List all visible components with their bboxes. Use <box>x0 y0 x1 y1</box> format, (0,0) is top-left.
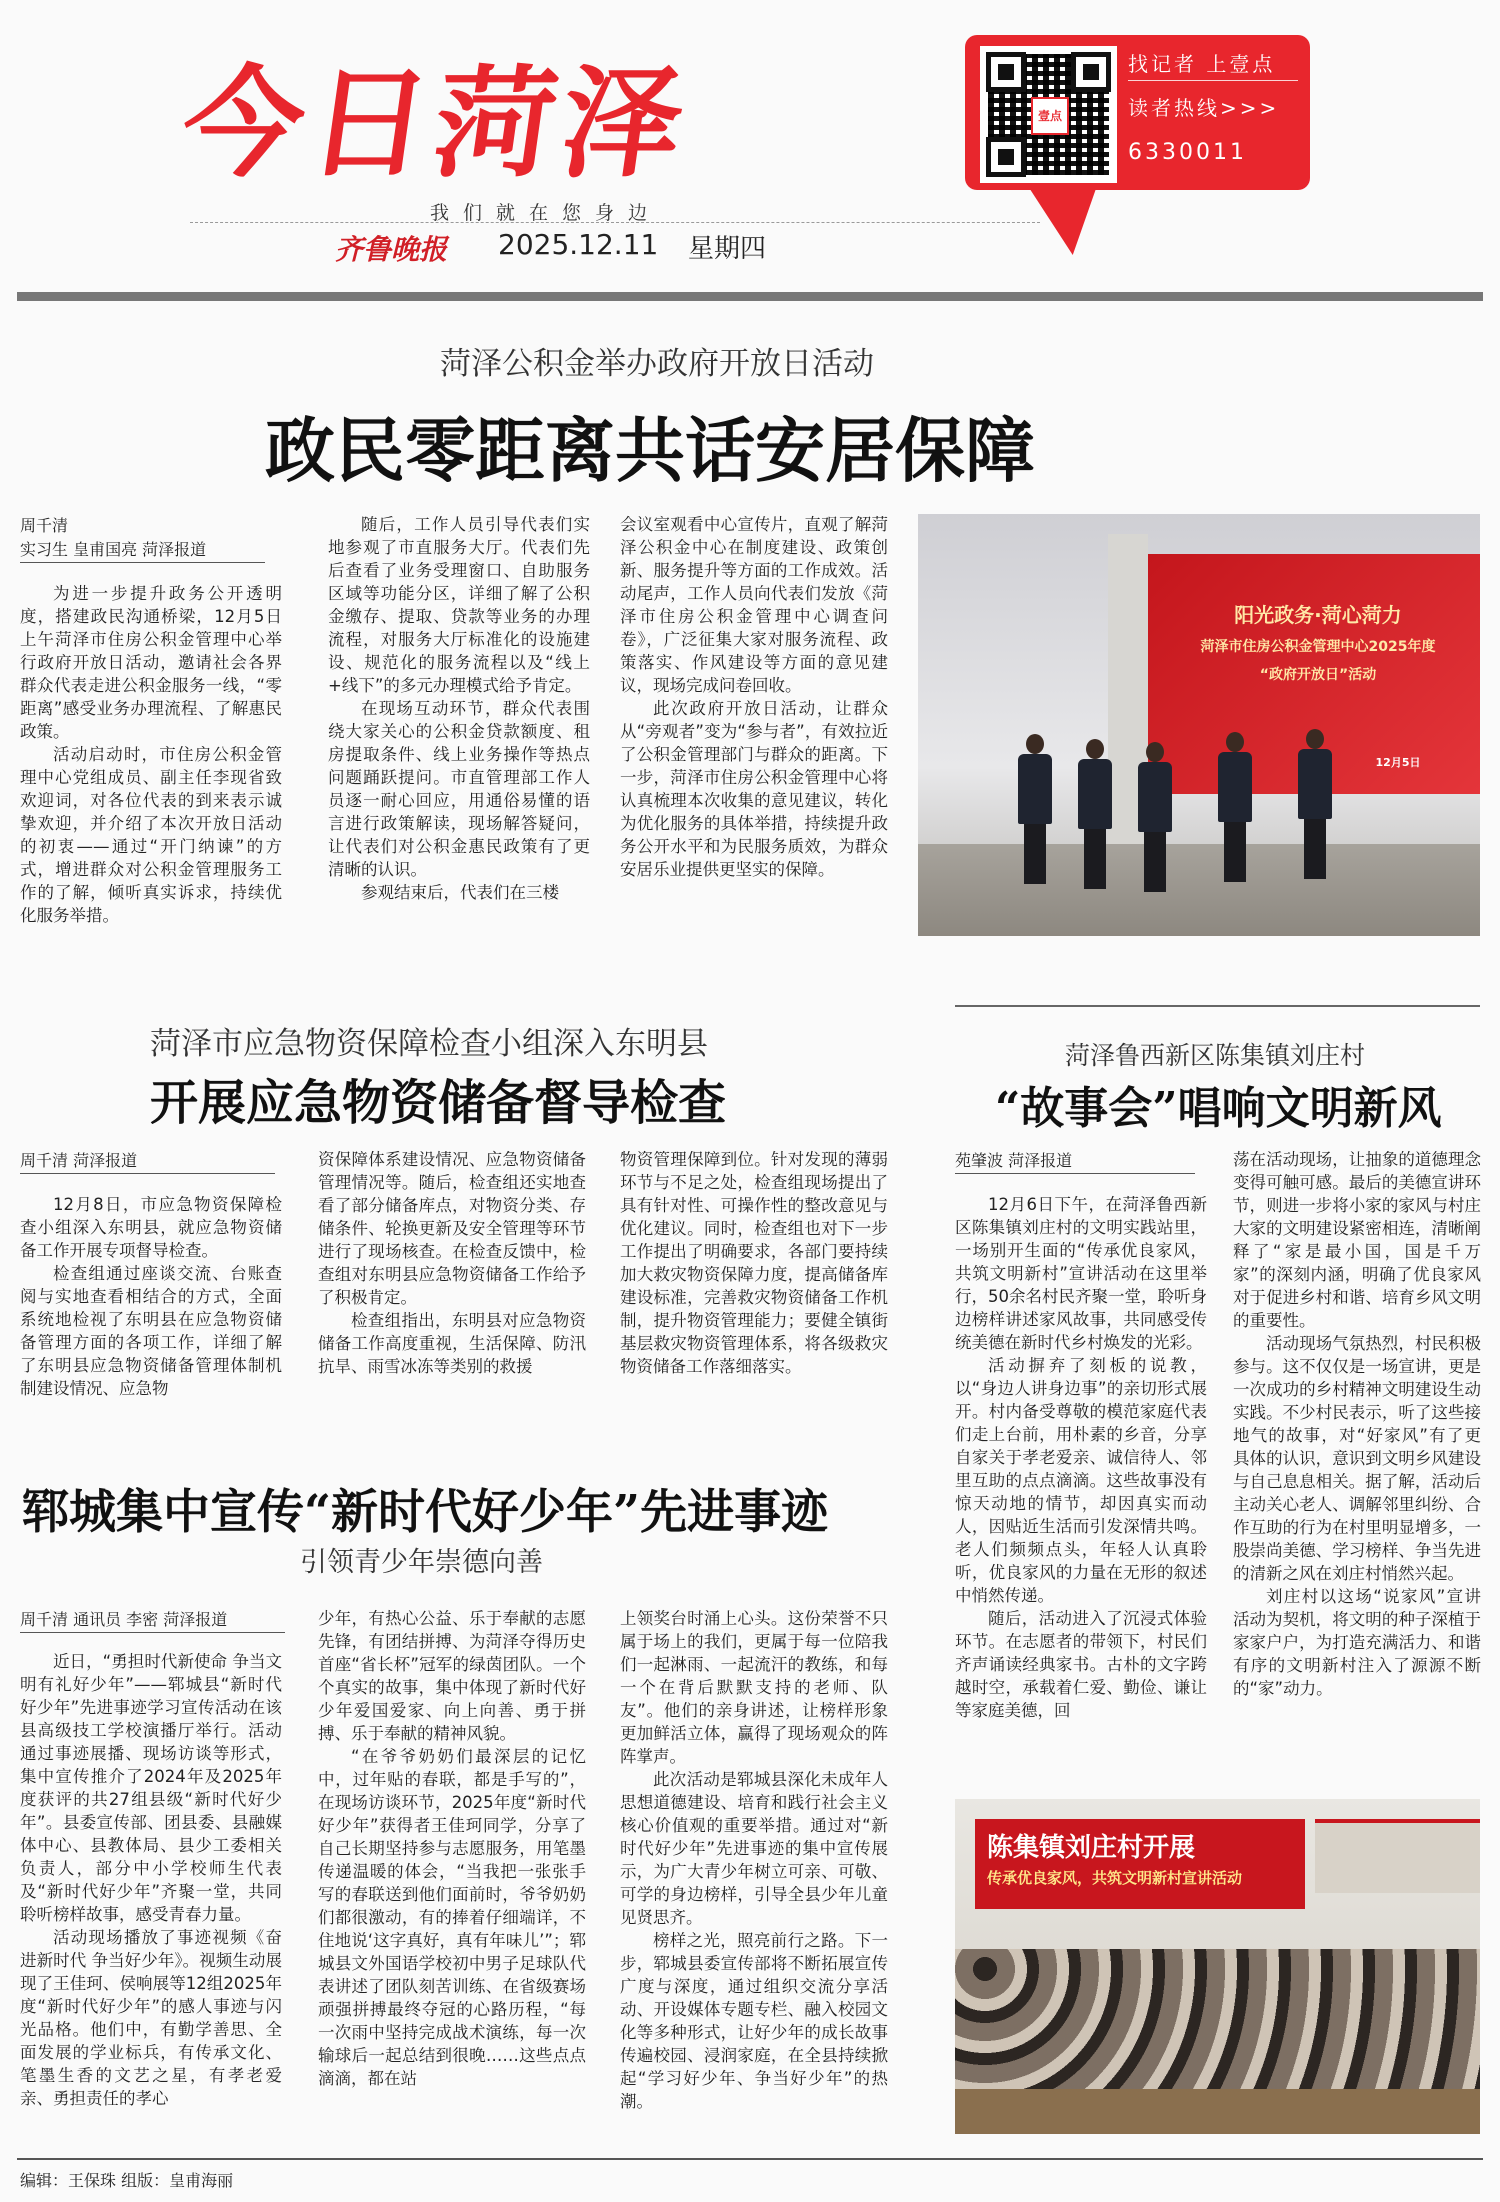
hotline-line1: 找记者 上壹点 <box>1128 52 1276 76</box>
article1-byline: 实习生 皇甫国亮 菏泽报道 <box>20 537 265 563</box>
paragraph: 此次政府开放日活动，让群众从“旁观者”变为“参与者”，有效拉近了公积金管理部门与群众的距离。下一步，菏泽市住房公积金管理中心将认真梳理本次收集的意见建议，转化为优化服务的具体举措，持续提升政务公开水平和为民服务质效，为群众安居乐业提供更坚实的保障。 <box>620 699 888 879</box>
paragraph: 荡在活动现场，让抽象的道德理念变得可触可感。最后的美德宣讲环节，则进一步将小家的家风与村庄大家的文明建设紧密相连，清晰阐释了“家是最小国，国是千万家”的深刻内涵，明确了优良家风对于促进乡村和谐、培育乡风文明的重要性。 <box>1233 1150 1481 1330</box>
article2-byline: 周千清 菏泽报道 <box>20 1148 275 1174</box>
paper-logo: 齐鲁晚报 <box>335 233 448 266</box>
banner-text: 传承优良家风，共筑文明新村宣讲活动 <box>987 1869 1243 1887</box>
screen-date: 12月5日 <box>1375 756 1421 769</box>
article1-column-1 <box>20 582 282 927</box>
article3-top-rule <box>955 1005 1480 1007</box>
paragraph: 参观结束后，代表们在三楼 <box>361 883 559 902</box>
article1-byline-name: 周千清 <box>20 516 69 535</box>
page-bottom-rule <box>17 2158 1483 2160</box>
paragraph: 随后，活动进入了沉浸式体验环节。在志愿者的带领下，村民们齐声诵读经典家书。古朴的文字跨越时空，承载着仁爱、勤俭、谦让等家庭美德，回 <box>955 1609 1207 1720</box>
issue-weekday: 星期四 <box>688 234 767 264</box>
paragraph: 物资管理保障到位。针对发现的薄弱环节与不足之处，检查组现场提出了具有针对性、可操作性的整改意见与优化建议。同时，检查组也对下一步工作提出了明确要求，各部门要持续加大救灾物资保障力度，提高储备库建设标准，完善救灾物资储备工作机制，提升物资管理能力；要健全镇街基层救灾物资管理体系，将各级救灾物资储备工作落细落实。 <box>620 1150 888 1376</box>
hotline-callout-tail <box>1027 185 1122 255</box>
article4-subhead: 引领青少年崇德向善 <box>300 1547 543 1578</box>
editor-credit: 编辑：王保珠 组版：皇甫海丽 <box>20 2171 234 2190</box>
slogan: 我们就在您身边 <box>430 202 662 224</box>
article3-headline: “故事会”唱响文明新风 <box>995 1083 1442 1134</box>
article2-column-1 <box>20 1193 282 1400</box>
screen-text: “政府开放日”活动 <box>1259 667 1377 683</box>
paragraph: 为进一步提升政务公开透明度，搭建政民沟通桥梁，12月5日上午菏泽市住房公积金管理中心举行政府开放日活动，邀请社会各界群众代表走进公积金服务一线，“零距离”感受业务办理流程、了解惠民政策。 <box>20 584 282 741</box>
article3-photo <box>955 1799 1480 2134</box>
paragraph: 检查组通过座谈交流、台账查阅与实地查看相结合的方式，全面系统地检视了东明县在应急物资储备管理方面的各项工作，详细了解了东明县应急物资储备管理体制机制建设情况、应急物 <box>20 1264 282 1398</box>
banner-text: 陈集镇刘庄村开展 <box>987 1833 1196 1863</box>
paragraph: 上领奖台时涌上心头。这份荣誉不只属于场上的我们，更属于每一位陪我们一起淋雨、一起流汗的教练，和每一个在背后默默支持的老师、队友”。他们的亲身讲述，让榜样形象更加鲜活立体，赢得了现场观众的阵阵掌声。 <box>620 1609 888 1766</box>
paragraph: 随后，工作人员引导代表们实地参观了市直服务大厅。代表们先后查看了业务受理窗口、自助服务区域等功能分区，详细了解了公积金缴存、提取、贷款等业务的办理流程，对服务大厅标准化的设施建设、规范化的服务流程以及“线上+线下”的多元办理模式给予肯定。 <box>328 515 590 695</box>
qr-logo: 壹点 <box>1031 97 1069 135</box>
qr-code-icon[interactable] <box>980 46 1117 183</box>
paragraph: 刘庄村以这场“说家风”宣讲活动为契机，将文明的种子深植于家家户户，为打造充满活力、和谐有序的文明新村注入了源源不断的“家”动力。 <box>1233 1587 1481 1698</box>
paragraph: 活动现场播放了事迹视频《奋进新时代 争当好少年》。视频生动展现了王佳珂、侯响展等12组2025年度“新时代好少年”的感人事迹与闪光品格。他们中，有勤学善思、全面发展的学业标兵，有传承文化、笔墨生香的文艺之星，有孝老爱亲、勇担责任的孝心 <box>20 1928 282 2108</box>
article3-column-2 <box>1233 1148 1481 1700</box>
article1-column-2 <box>328 513 590 904</box>
screen-text: 阳光政务·菏心菏力 <box>1234 603 1402 627</box>
masthead-title: 今日菏泽 <box>173 55 698 194</box>
article1-photo <box>918 514 1480 936</box>
paragraph: 资保障体系建设情况、应急物资储备管理情况等。随后，检查组还实地查看了部分储备库点，对物资分类、存储条件、轮换更新及安全管理等环节进行了现场核查。在检查反馈中，检查组对东明县应急物资储备工作给予了积极肯定。 <box>318 1150 586 1307</box>
screen-text: 菏泽市住房公积金管理中心2025年度 <box>1200 639 1436 655</box>
article1-kicker: 菏泽公积金举办政府开放日活动 <box>440 346 874 382</box>
paragraph: “在爷爷奶奶们最深层的记忆中，过年贴的春联，都是手写的”，在现场访谈环节，2025年度“新时代好少年”获得者王佳珂同学，分享了自己长期坚持参与志愿服务，用笔墨传递温暖的体会，“当我把一张张手写的春联送到他们面前时，爷爷奶奶们都很激动，有的捧着仔细端详，不住地说‘这字真好，真有年味儿’”；郓城县文外国语学校初中男子足球队代表讲述了团队刻苦训练、在省级赛场顽强拼搏最终夺冠的心路历程，“每一次雨中坚持完成战术演练，每一次输球后一起总结到很晚……这些点点滴滴，都在站 <box>318 1747 586 2088</box>
paragraph: 在现场互动环节，群众代表围绕大家关心的公积金贷款额度、租房提取条件、线上业务操作等热点问题踊跃提问。市直管理部工作人员逐一耐心回应，用通俗易懂的语言进行政策解读，现场解答疑问，让代表们对公积金惠民政策有了更清晰的认识。 <box>328 699 590 879</box>
article2-headline: 开展应急物资储备督导检查 <box>150 1075 727 1131</box>
article1-headline: 政民零距离共话安居保障 <box>265 409 1035 492</box>
event-banner <box>975 1819 1305 1909</box>
issue-date: 2025.12.11 <box>498 228 659 261</box>
article2-column-2 <box>318 1148 586 1378</box>
article3-kicker: 菏泽鲁西新区陈集镇刘庄村 <box>1065 1041 1366 1070</box>
article1-column-3 <box>620 513 888 881</box>
article4-column-2 <box>318 1607 586 2090</box>
hotline-divider <box>1128 80 1298 81</box>
paragraph: 此次活动是郓城县深化未成年人思想道德建设、培育和践行社会主义核心价值观的重要举措。通过对“新时代好少年”先进事迹的集中宣传展示，为广大青少年树立可亲、可敬、可学的身边榜样，引导全县少年儿童见贤思齐。 <box>620 1770 888 1927</box>
article4-headline: 郓城集中宣传“新时代好少年”先进事迹 <box>22 1485 829 1540</box>
page-top-rule <box>17 292 1483 301</box>
paragraph: 近日，“勇担时代新使命 争当文明有礼好少年”——郓城县“新时代好少年”先进事迹学习宣传活动在该县高级技工学校演播厅举行。活动通过事迹展播、现场访谈等形式，集中宣传推介了2024年及2025年度获评的共27组县级“新时代好少年”。县委宣传部、团县委、县融媒体中心、县教体局、县少工委相关负责人，部分中小学校师生代表及“新时代好少年”齐聚一堂，共同聆听榜样故事，感受青春力量。 <box>20 1652 282 1924</box>
hotline-number: 6330011 <box>1128 140 1247 165</box>
article3-byline: 苑肇波 菏泽报道 <box>955 1148 1195 1174</box>
paragraph: 会议室观看中心宣传片，直观了解菏泽公积金中心在制度建设、政策创新、服务提升等方面的工作成效。活动尾声，工作人员向代表们发放《菏泽市住房公积金管理中心调查问卷》，广泛征集大家对服务流程、政策落实、作风建设等方面的意见建议，现场完成问卷回收。 <box>620 515 888 695</box>
paragraph: 活动现场气氛热烈，村民积极参与。这不仅仅是一场宣讲，更是一次成功的乡村精神文明建设生动实践。不少村民表示，听了这些接地气的故事，对“好家风”有了更具体的认识，意识到文明乡风建设与自己息息相关。据了解，活动后主动关心老人、调解邻里纠纷、合作互助的行为在村里明显增多，一股崇尚美德、学习榜样、争当先进的清新之风在刘庄村悄然兴起。 <box>1233 1334 1481 1583</box>
article4-column-1 <box>20 1650 282 2110</box>
article4-column-3 <box>620 1607 888 2113</box>
article4-byline: 周千清 通讯员 李密 菏泽报道 <box>20 1607 285 1633</box>
article2-kicker: 菏泽市应急物资保障检查小组深入东明县 <box>150 1026 708 1062</box>
article3-column-1 <box>955 1193 1207 1722</box>
paragraph: 少年，有热心公益、乐于奉献的志愿先锋，有团结拼搏、为菏泽夺得历史首座“省长杯”冠军的绿茵团队。一个个真实的故事，集中体现了新时代好少年爱国爱家、向上向善、勇于拼搏、乐于奉献的精神风貌。 <box>318 1609 586 1743</box>
hotline-line2: 读者热线>>> <box>1128 96 1280 120</box>
paragraph: 活动摒弃了刻板的说教，以“身边人讲身边事”的亲切形式展开。村内备受尊敬的模范家庭代表们走上台前，用朴素的乡音，分享自家关于孝老爱亲、诚信待人、邻里互助的点点滴滴。这些故事没有惊天动地的情节，却因真实而动人，因贴近生活而引发深情共鸣。老人们频频点头，年轻人认真聆听，优良家风的力量在无形的叙述中悄然传递。 <box>955 1356 1207 1605</box>
paragraph: 检查组指出，东明县对应急物资储备工作高度重视，生活保障、防汛抗旱、雨雪冰冻等类别的救援 <box>318 1311 586 1376</box>
article2-column-3 <box>620 1148 888 1378</box>
paragraph: 榜样之光，照亮前行之路。下一步，郓城县委宣传部将不断拓展宣传广度与深度，通过组织交流分享活动、开设媒体专题专栏、融入校园文化等多种形式，让好少年的成长故事传遍校园、浸润家庭，在全县持续掀起“学习好少年、争当好少年”的热潮。 <box>620 1931 888 2111</box>
paragraph: 12月6日下午，在菏泽鲁西新区陈集镇刘庄村的文明实践站里，一场别开生面的“传承优良家风，共筑文明新村”宣讲活动在这里举行，50余名村民齐聚一堂，聆听身边榜样讲述家风故事，共同感受传统美德在新时代乡村焕发的光彩。 <box>955 1195 1207 1352</box>
paragraph: 12月8日，市应急物资保障检查小组深入东明县，就应急物资储备工作开展专项督导检查。 <box>20 1195 282 1260</box>
paragraph: 活动启动时，市住房公积金管理中心党组成员、副主任李现省致欢迎词，对各位代表的到来表示诚挚欢迎，并介绍了本次开放日活动的初衷——通过“开门纳谏”的方式，增进群众对公积金管理服务工作的了解，倾听真实诉求，持续优化服务举措。 <box>20 745 282 925</box>
masthead-divider <box>190 222 1040 223</box>
